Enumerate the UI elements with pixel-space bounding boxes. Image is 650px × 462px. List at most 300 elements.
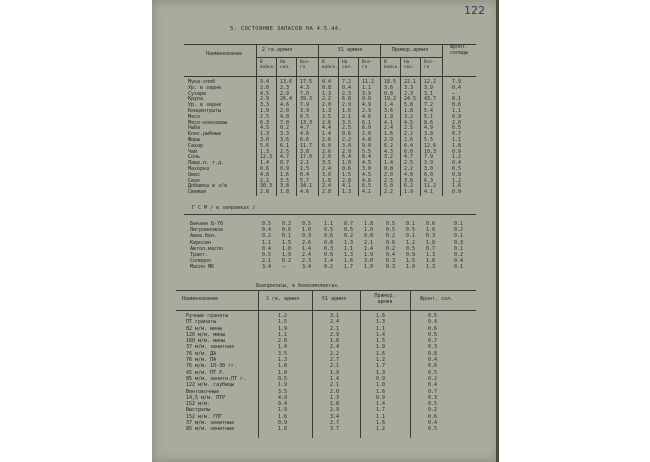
- table-cell: 2.6: [404, 136, 414, 143]
- table-cell: 2.9: [280, 90, 290, 97]
- table-cell: 2.6: [322, 119, 332, 126]
- table-cell: 6.3: [260, 119, 270, 126]
- table-cell: 1.2: [452, 154, 462, 161]
- table-cell: 4.6: [300, 189, 310, 196]
- table-cell: 1.3: [260, 131, 270, 138]
- table-cell: 0.3: [324, 245, 334, 252]
- table2-header-col: 2 гв. армия: [266, 296, 300, 302]
- table-cell: 24.5: [404, 96, 417, 103]
- row-label: 120 м/м. мины: [186, 331, 226, 338]
- table-cell: 1.9: [364, 251, 374, 258]
- table-cell: 0.5: [262, 221, 272, 227]
- table-cell: 1.0: [376, 382, 386, 389]
- table-cell: 0.5: [406, 227, 416, 234]
- row-label: Махорка: [188, 165, 210, 172]
- table-cell: 2.0: [322, 102, 332, 109]
- table-cell: 9.4: [260, 79, 270, 85]
- table-cell: 1.4: [260, 160, 270, 167]
- table-cell: 3.9: [424, 84, 434, 91]
- table-cell: 1.8: [426, 258, 436, 265]
- value-column: [384, 80, 396, 196]
- table-cell: 3.1: [330, 313, 340, 319]
- table-cell: 0.8: [452, 171, 462, 178]
- table-cell: 2.1: [342, 113, 352, 120]
- row-label: Крупа: [188, 96, 204, 103]
- table-cell: 1.6: [376, 420, 386, 427]
- table-cell: 0.7: [344, 221, 354, 227]
- row-label: 37 м/м. зенитная: [186, 344, 235, 351]
- table-cell: 4.7: [300, 125, 310, 132]
- table-cell: 1.9: [282, 251, 292, 258]
- table-cell: 5.6: [260, 142, 270, 149]
- table-cell: 0.5: [406, 245, 416, 252]
- table-cell: 1.6: [280, 171, 290, 178]
- table-cell: 0.4: [262, 227, 272, 234]
- table-cell: 2.9: [384, 136, 394, 143]
- table-cell: 4.7: [404, 154, 414, 161]
- table-cell: 3.4: [330, 413, 340, 420]
- table-cell: 2.5: [322, 113, 332, 120]
- table-cell: 2.5: [280, 148, 290, 155]
- document-title: 5. СОСТОЯНИЕ ЗАПАСОВ НА 4.5.44.: [230, 26, 342, 32]
- table-cell: 1.6: [344, 258, 354, 265]
- table2-header-rule: [176, 310, 476, 311]
- table-cell: 11.2: [362, 79, 375, 85]
- table-cell: 1.8: [330, 338, 340, 345]
- row-label: Лигроиновое: [190, 227, 224, 234]
- table1-sub-header: В войск.: [384, 60, 400, 70]
- table-cell: 1.7: [376, 363, 386, 370]
- table1-group-header: 2 гв.армия: [262, 47, 293, 53]
- row-label: Винтовочные: [186, 388, 220, 395]
- table-cell: 1.8: [278, 363, 288, 370]
- table-cell: 0.9: [278, 420, 288, 427]
- table-cell: 0.5: [428, 331, 438, 338]
- table-cell: 5.1: [424, 113, 434, 120]
- table-cell: 2.1: [330, 325, 340, 332]
- table-cell: 0.4: [452, 160, 462, 167]
- table-cell: 4.3: [300, 84, 310, 91]
- table-cell: 4.0: [280, 113, 290, 120]
- row-label: 14,5 м/м. ПТР: [186, 394, 226, 401]
- value-column: [364, 222, 373, 272]
- table-cell: 1.9: [260, 107, 270, 114]
- table-cell: 1.3: [342, 189, 352, 196]
- row-label: Добавка в з/в: [188, 183, 228, 190]
- table-cell: 4.8: [362, 136, 372, 143]
- table-cell: 2.8: [322, 189, 332, 196]
- table-cell: 1.4: [330, 375, 340, 382]
- row-label: 152 м/м. ГПГ: [186, 413, 223, 420]
- table-cell: 1.4: [322, 131, 332, 138]
- table-cell: 3.0: [364, 258, 374, 265]
- table-cell: 4.5: [362, 160, 372, 167]
- table-cell: 0.5: [324, 227, 334, 234]
- table-cell: 1.1: [262, 239, 272, 246]
- table1-header-rule: [184, 76, 476, 77]
- table-cell: 2.9: [330, 407, 340, 414]
- row-label: Сахар: [188, 142, 204, 149]
- table-cell: 3.9: [362, 90, 372, 97]
- table-cell: 3.5: [278, 388, 288, 395]
- table-cell: 0.6: [452, 102, 462, 109]
- table-cell: 3.0: [362, 165, 372, 172]
- row-label: Выстрелы: [186, 407, 211, 414]
- table-cell: 3.4: [302, 264, 312, 271]
- table-cell: 0.6: [428, 363, 438, 370]
- table1-column-rule: [318, 44, 319, 196]
- table-cell: 17.0: [300, 154, 313, 161]
- table-cell: 0.6: [428, 325, 438, 332]
- table-cell: 0.5: [428, 426, 438, 433]
- row-label: Ручные гранаты: [186, 313, 229, 319]
- table-cell: 3.0: [342, 142, 352, 149]
- row-label: Лавр.л. т.д.: [188, 160, 225, 167]
- table-cell: 1.3: [376, 319, 386, 326]
- table-cell: 1.9: [278, 325, 288, 332]
- table-cell: 2.1: [330, 363, 340, 370]
- value-column: [324, 222, 333, 272]
- table-cell: 4.0: [404, 171, 414, 178]
- table-cell: 30.3: [260, 183, 273, 190]
- row-label: Свежая: [188, 189, 207, 196]
- value-column: [376, 314, 385, 434]
- row-label: Чай: [188, 148, 198, 155]
- table-cell: 0.1: [282, 233, 292, 240]
- table-cell: 11.7: [300, 142, 313, 149]
- table-cell: 1.1: [452, 136, 462, 143]
- table-cell: 2.0: [330, 388, 340, 395]
- value-column: [262, 222, 271, 272]
- table-cell: 1.0: [302, 227, 312, 234]
- table-cell: 2.8: [342, 177, 352, 184]
- table-cell: 0.4: [278, 401, 288, 408]
- table-cell: 1.2: [376, 426, 386, 433]
- row-label: Концентраты: [188, 107, 222, 114]
- table-cell: 0.6: [426, 221, 436, 227]
- table-cell: 8.6: [424, 119, 434, 126]
- table-cell: 0.6: [428, 413, 438, 420]
- table-cell: 0.2: [280, 125, 290, 132]
- table-cell: 1.3: [344, 251, 354, 258]
- row-label: 85 м/м. зенитн.ПТ г.: [186, 375, 247, 382]
- table-cell: 1.5: [406, 258, 416, 265]
- table-cell: 0.2: [386, 233, 396, 240]
- table-cell: 0.7: [280, 160, 290, 167]
- table-cell: 3.5: [278, 350, 288, 357]
- table-cell: 3.6: [384, 84, 394, 91]
- table-cell: 1.9: [376, 344, 386, 351]
- table-cell: 1.8: [278, 426, 288, 433]
- value-column: [362, 80, 374, 196]
- table-cell: 2.9: [330, 331, 340, 338]
- row-label: 160 м/м. мины: [186, 338, 226, 345]
- table-cell: 4.5: [362, 171, 372, 178]
- table-cell: 0.4: [386, 251, 396, 258]
- row-label: 122 м/м. гаубицы: [186, 382, 235, 389]
- table-cell: 0.1: [454, 245, 464, 252]
- table-cell: 2.7: [330, 357, 340, 364]
- row-label: 82 м/м. мины: [186, 325, 223, 332]
- table-cell: 0.5: [386, 227, 396, 234]
- row-label: Сухари: [188, 90, 207, 97]
- table-cell: 4.1: [384, 119, 394, 126]
- table-cell: 6.4: [300, 171, 310, 178]
- table1-sub-header: Все- го: [362, 60, 373, 70]
- table-cell: 4.8: [260, 171, 270, 178]
- table-cell: 1.5: [278, 319, 288, 326]
- row-label: Мука-хлеб: [188, 79, 216, 85]
- table-cell: 3.5: [280, 177, 290, 184]
- table-cell: 3.0: [322, 171, 332, 178]
- table-cell: 1.1: [362, 84, 372, 91]
- table-cell: 1.3: [426, 251, 436, 258]
- table-cell: 1.9: [278, 407, 288, 414]
- table-cell: 1.1: [376, 325, 386, 332]
- table1-group-rule: [256, 57, 442, 58]
- table1-sub-header: Все- го: [424, 60, 435, 70]
- table-cell: 1.8: [280, 189, 290, 196]
- row-label: 152 м/м.: [186, 401, 211, 408]
- table-cell: 0.1: [454, 233, 464, 240]
- table-cell: 0.5: [344, 227, 354, 234]
- row-label: Овес: [188, 171, 201, 178]
- table-cell: 6.0: [424, 171, 434, 178]
- table-cell: 0.7: [428, 338, 438, 345]
- table-cell: —: [452, 90, 456, 97]
- table-cell: 2.6: [322, 148, 332, 155]
- table-cell: 1.8: [404, 107, 414, 114]
- table-cell: 9.0: [362, 96, 372, 103]
- table-cell: 2.2: [404, 131, 414, 138]
- table-cell: 0.3: [454, 239, 464, 246]
- table1-sub-header: В войск.: [260, 60, 276, 70]
- table-cell: 0.9: [376, 375, 386, 382]
- table-cell: 1.6: [278, 413, 288, 420]
- table2-header-col: Фронт. скл.: [420, 296, 454, 302]
- table-cell: 1.7: [344, 264, 354, 271]
- table-cell: 1.3: [426, 264, 436, 271]
- gsm-row-labels: [190, 222, 223, 272]
- table-cell: 6.8: [342, 96, 352, 103]
- table-cell: 1.9: [364, 264, 374, 271]
- table-cell: 0.3: [386, 258, 396, 265]
- row-label: Солидол: [190, 258, 212, 265]
- table-cell: 0.9: [376, 394, 386, 401]
- table-cell: 3.5: [342, 119, 352, 126]
- table2-top-rule: [176, 290, 476, 291]
- row-label: Конс.рыбные: [188, 131, 222, 138]
- table-cell: 0.6: [282, 227, 292, 234]
- table-cell: 3.0: [260, 136, 270, 143]
- table-cell: 4.5: [260, 125, 270, 132]
- table-cell: 4.5: [260, 90, 270, 97]
- table-cell: 1.4: [324, 258, 334, 265]
- table-cell: 3.8: [300, 148, 310, 155]
- table-cell: 0.6: [386, 239, 396, 246]
- table-cell: 2.0: [260, 84, 270, 91]
- table1-top-rule: [184, 44, 476, 45]
- table-cell: 0.6: [324, 251, 334, 258]
- table-cell: 0.7: [428, 388, 438, 395]
- table-cell: 1.9: [404, 189, 414, 196]
- table-cell: 1.7: [376, 407, 386, 414]
- table-cell: 1.9: [384, 113, 394, 120]
- table-cell: 4.9: [424, 125, 434, 132]
- table-cell: 7.9: [424, 154, 434, 161]
- value-column: [428, 314, 437, 434]
- table-cell: 0.6: [324, 233, 334, 240]
- table1-group-header: 51 армия: [338, 47, 363, 53]
- table-cell: 1.8: [322, 177, 332, 184]
- table-cell: 1.5: [376, 338, 386, 345]
- table-cell: 22.1: [404, 79, 417, 85]
- table-cell: 2.1: [330, 382, 340, 389]
- table-cell: 3.8: [280, 183, 290, 190]
- table-cell: 6.3: [424, 177, 434, 184]
- table-cell: 6.4: [404, 142, 414, 149]
- row-label: Рыба: [188, 125, 201, 132]
- table-cell: 1.0: [426, 227, 436, 234]
- table-cell: 1.4: [302, 245, 312, 252]
- table-cell: 0.9: [452, 148, 462, 155]
- table-cell: 3.9: [300, 107, 310, 114]
- value-column: [302, 222, 311, 272]
- table-cell: 2.7: [330, 420, 340, 427]
- table-cell: 1.6: [384, 131, 394, 138]
- table-cell: 2.3: [404, 90, 414, 97]
- table-cell: 0.8: [384, 90, 394, 97]
- table1-column-rule: [358, 58, 359, 196]
- value-column: [426, 222, 435, 272]
- table-cell: 1.3: [330, 394, 340, 401]
- row-label: Жиры: [188, 136, 201, 143]
- table-cell: 12.2: [424, 79, 437, 85]
- table-cell: 43.7: [424, 96, 437, 103]
- table-cell: 4.6: [300, 131, 310, 138]
- table-cell: 0.5: [428, 401, 438, 408]
- table-cell: 0.4: [322, 79, 332, 85]
- table-cell: 2.5: [404, 160, 414, 167]
- row-label: Авиа.бен.: [190, 233, 218, 240]
- table1-row-labels: [188, 80, 227, 196]
- table-cell: 6.4: [342, 154, 352, 161]
- table-cell: 6.1: [362, 119, 372, 126]
- table-cell: 1.0: [364, 227, 374, 234]
- table-cell: 1.8: [452, 142, 462, 149]
- table-cell: 2.2: [330, 350, 340, 357]
- table-cell: 6.2: [404, 183, 414, 190]
- table-cell: 3.2: [384, 154, 394, 161]
- table-cell: 2.1: [364, 239, 374, 246]
- table-cell: 0.3: [386, 264, 396, 271]
- table-cell: 0.9: [452, 189, 462, 196]
- table-cell: 0.3: [428, 394, 438, 401]
- table2-column-rule: [312, 290, 313, 438]
- table-cell: 2.0: [280, 107, 290, 114]
- table-cell: 3.3: [404, 84, 414, 91]
- table-cell: 5.7: [300, 177, 310, 184]
- value-column: [406, 222, 415, 272]
- table-cell: 2.3: [342, 90, 352, 97]
- table-cell: 0.5: [262, 251, 272, 258]
- table-cell: 6.5: [362, 183, 372, 190]
- table-cell: 5.4: [424, 107, 434, 114]
- table1-column-rule: [420, 58, 421, 196]
- table-cell: 0.8: [384, 165, 394, 172]
- table-cell: 4.7: [280, 154, 290, 161]
- value-column: [300, 80, 312, 196]
- table-cell: 39.3: [300, 96, 313, 103]
- table-cell: 0.3: [426, 233, 436, 240]
- table-cell: 5.8: [404, 102, 414, 109]
- table-cell: 1.0: [282, 245, 292, 252]
- table-cell: 2.4: [330, 344, 340, 351]
- table-cell: 4.4: [322, 125, 332, 132]
- table-cell: 0.1: [406, 221, 416, 227]
- table-cell: 26.4: [280, 96, 293, 103]
- table-cell: 5.5: [362, 148, 372, 155]
- table-cell: 2.6: [322, 136, 332, 143]
- table-cell: 0.1: [454, 221, 464, 227]
- table-cell: 1.2: [278, 313, 288, 319]
- table-cell: 1.4: [364, 245, 374, 252]
- table-cell: 2.6: [302, 239, 312, 246]
- table-cell: 7.9: [300, 102, 310, 109]
- table-cell: 8.4: [362, 154, 372, 161]
- table-cell: 3.0: [424, 165, 434, 172]
- value-column: [322, 80, 331, 196]
- row-label: 85 м/м. зенитные: [186, 426, 235, 433]
- table-cell: 1.8: [426, 239, 436, 246]
- table2-header-col: Примор. армия: [374, 293, 396, 305]
- table2-column-rule: [410, 290, 411, 438]
- table-cell: 0.4: [342, 84, 352, 91]
- table-cell: 2.2: [342, 136, 352, 143]
- table1-sub-header: На скл.: [342, 60, 353, 70]
- table-cell: 4.1: [342, 183, 352, 190]
- table-cell: 0.4: [262, 245, 272, 252]
- table-cell: 0.2: [262, 233, 272, 240]
- table-cell: 0.1: [454, 264, 464, 271]
- value-column: [278, 314, 287, 434]
- table-cell: 2.9: [260, 96, 270, 103]
- table-cell: 3.2: [404, 113, 414, 120]
- table-cell: 3.8: [404, 177, 414, 184]
- table1-sub-header: На скл.: [280, 60, 291, 70]
- row-label: Бензин Б-70: [190, 221, 224, 227]
- table-cell: 1.0: [342, 160, 352, 167]
- row-label: Автол.масло: [190, 245, 224, 252]
- page-right-edge: [496, 0, 499, 462]
- table-cell: 7.0: [300, 90, 310, 97]
- table-cell: 0.2: [428, 407, 438, 414]
- table-cell: 3.9: [424, 160, 434, 167]
- value-column: [260, 80, 272, 196]
- table1-group-header: Фронт. склады: [449, 44, 469, 56]
- table-cell: 1.9: [278, 382, 288, 389]
- table-cell: 7.9: [452, 79, 462, 85]
- table-cell: 18.5: [384, 79, 397, 85]
- table-cell: 2.3: [280, 84, 290, 91]
- table-cell: 2.9: [342, 102, 352, 109]
- table-cell: 3.5: [322, 160, 332, 167]
- table-cell: 12.3: [260, 154, 273, 161]
- table-cell: 0.1: [406, 233, 416, 240]
- table-cell: 6.1: [280, 142, 290, 149]
- table-cell: 6.2: [384, 142, 394, 149]
- table-cell: 1.6: [376, 350, 386, 357]
